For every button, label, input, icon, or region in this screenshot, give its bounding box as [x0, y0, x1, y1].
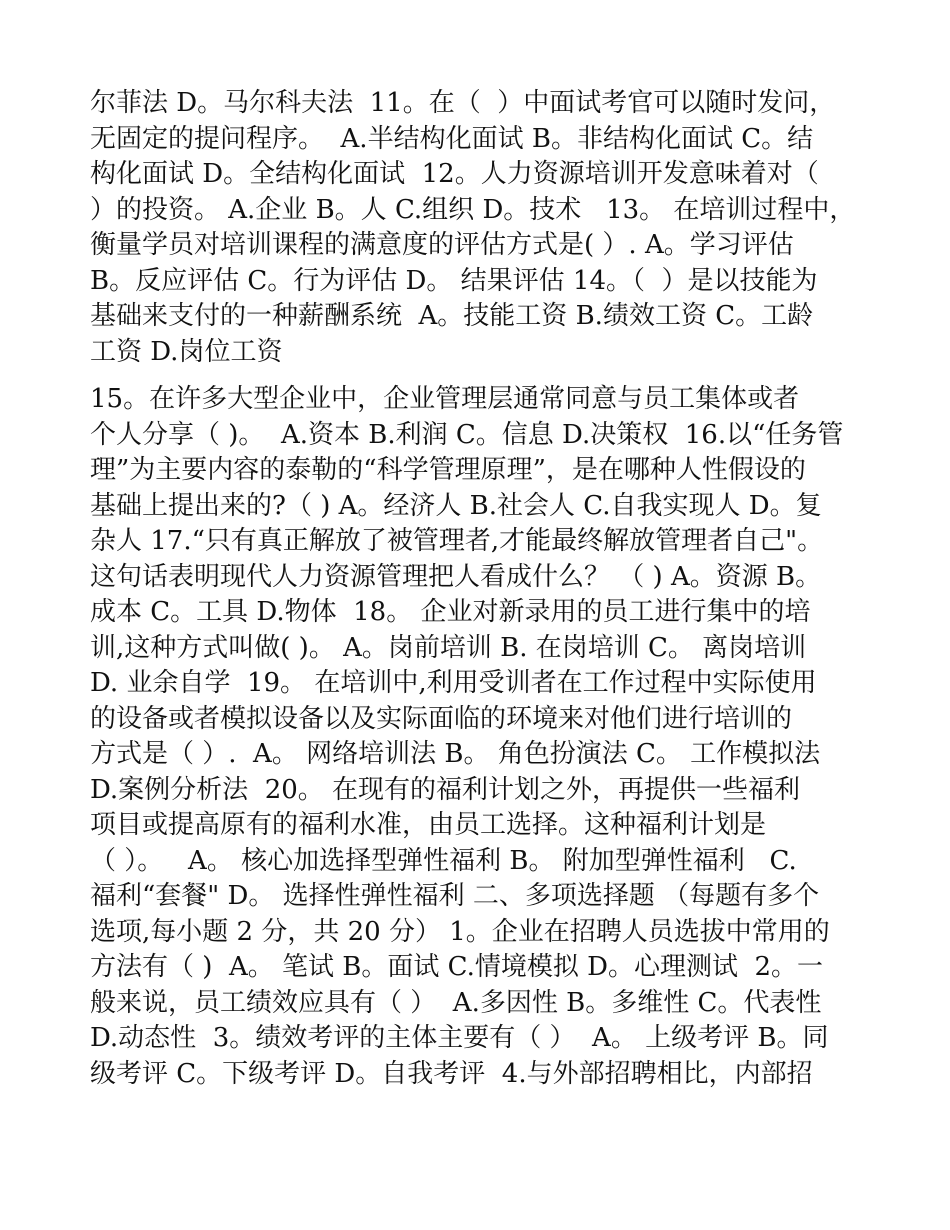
text-line: 尔菲法 D。马尔科夫法 11。在（ ）中面试考官可以随时发问， — [90, 88, 836, 118]
paragraph-1 — [90, 86, 860, 370]
document-page — [90, 86, 860, 1092]
text-line: 的设备或者模拟设备以及实际面临的环境来对他们进行培训的 — [90, 703, 793, 734]
text-line: 方式是（ ）. A。 网络培训法 B。 角色扮演法 C。 工作模拟法 — [90, 739, 821, 769]
text-line: 福利“套餐" D。 选择性弹性福利 二、多项选择题 （每题有多个 — [90, 881, 820, 911]
text-line: 杂人 17.“只有真正解放了被管理者,才能最终解放管理者自己"。 — [90, 526, 824, 556]
text-line: 构化面试 D。全结构化面试 12。人力资源培训开发意味着对（ — [90, 159, 819, 189]
text-line: D. 业余自学 19。 在培训中,利用受训者在工作过程中实际使用 — [90, 668, 817, 698]
text-line: ）的投资。 A.企业 B。人 C.组织 D。技术 13。 在培训过程中， — [90, 194, 856, 225]
text-line: 项目或提高原有的福利水准，由员工选择。这种福利计划是 — [90, 810, 767, 840]
text-line: 选项,每小题 2 分，共 20 分） 1。企业在招聘人员选拔中常用的 — [90, 916, 830, 947]
text-line: 15。在许多大型企业中，企业管理层通常同意与员工集体或者 — [90, 384, 800, 414]
text-line: 训,这种方式叫做( )。 A。岗前培训 B. 在岗培训 C。 离岗培训 — [90, 632, 807, 663]
paragraph-2 — [90, 382, 860, 1092]
text-line: 个人分享（ )。 A.资本 B.利润 C。信息 D.决策权 16.以“任务管 — [90, 419, 844, 450]
text-line: 衡量学员对培训课程的满意度的评估方式是( ）. A。学习评估 — [90, 230, 794, 260]
text-line: 理”为主要内容的泰勒的“科学管理原理”，是在哪种人性假设的 — [90, 455, 806, 485]
text-line: 成本 C。工具 D.物体 18。 企业对新录用的员工进行集中的培 — [90, 597, 811, 627]
text-line: D.案例分析法 20。 在现有的福利计划之外，再提供一些福利 — [90, 774, 801, 805]
text-line: B。反应评估 C。行为评估 D。 结果评估 14。（ ）是以技能为 — [90, 265, 818, 296]
text-line: 级考评 C。下级考评 D。自我考评 4.与外部招聘相比，内部招 — [90, 1058, 813, 1089]
text-line: 无固定的提问程序。 A.半结构化面试 B。非结构化面试 C。结 — [90, 123, 814, 154]
text-line: （ ）。 A。 核心加选择型弹性福利 B。 附加型弹性福利 C. — [90, 845, 797, 876]
paragraph-gap — [90, 370, 860, 382]
text-line: 基础来支付的一种薪酬系统 A。技能工资 B.绩效工资 C。工龄 — [90, 301, 814, 331]
text-line: D.动态性 3。绩效考评的主体主要有（ ） A。 上级考评 B。同 — [90, 1023, 829, 1053]
text-line: 工资 D.岗位工资 — [90, 336, 283, 367]
text-line: 方法有（ ) A。 笔试 B。面试 C.情境模拟 D。心理测试 2。一 — [90, 952, 824, 982]
text-line: 般来说，员工绩效应具有（ ） A.多因性 B。多维性 C。代表性 — [90, 987, 822, 1018]
text-line: 这句话表明现代人力资源管理把人看成什么？ （ ) A。资源 B。 — [90, 561, 822, 592]
text-line: 基础上提出来的?（ ) A。经济人 B.社会人 C.自我实现人 D。复 — [90, 490, 822, 521]
